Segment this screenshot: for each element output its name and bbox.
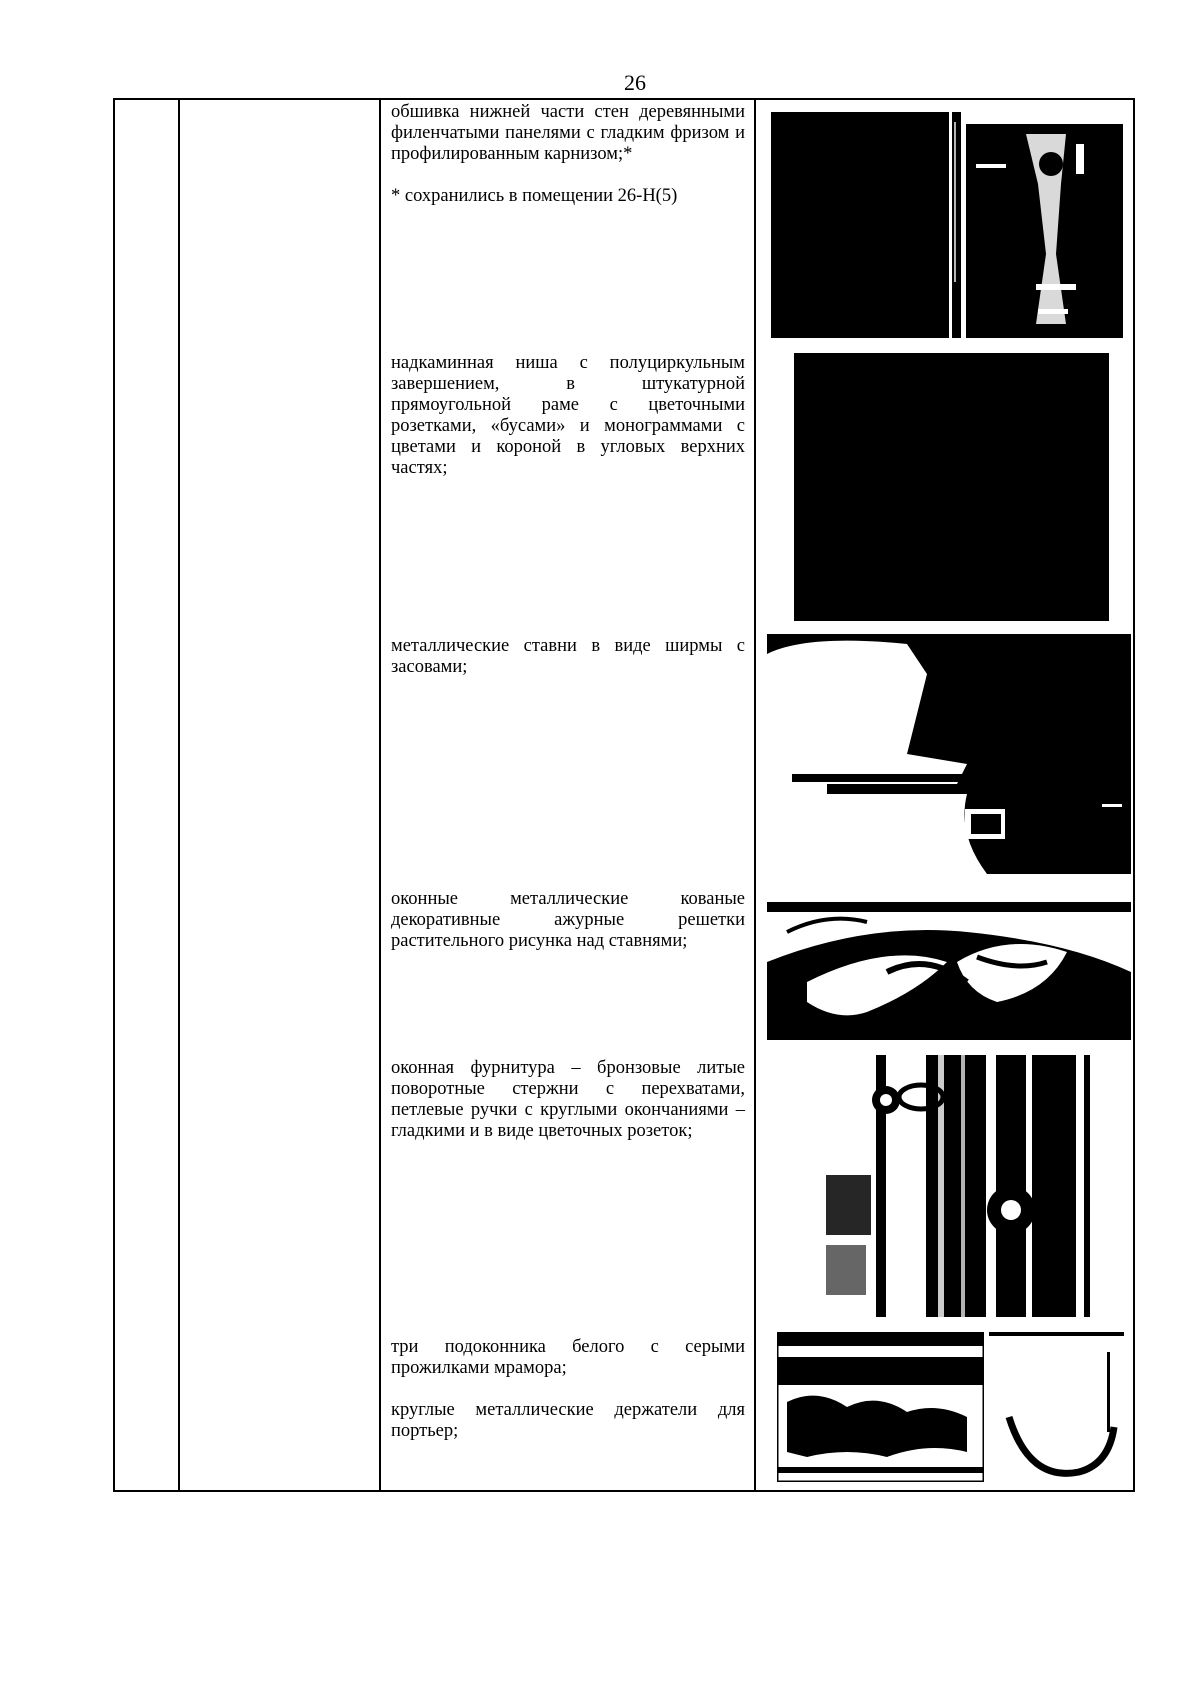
fireplace-niche-photo [794, 353, 1109, 621]
item-fireplace-niche [391, 353, 745, 479]
item-description: круглые металлические держатели для портьер; [391, 1400, 745, 1441]
metal-shutters-photo [767, 634, 1131, 874]
column-divider [379, 100, 381, 1490]
item-description: надкаминная ниша с полуциркульным завершением, в штукатурной прямоугольной раме с цветочными розетками, «бусами» и монограммами с цветами и короной в угловых верхних частях; [391, 353, 745, 478]
page-number: 26 [624, 70, 646, 95]
monument-elements-table [113, 98, 1135, 1492]
item-footnote: * сохранились в помещении 26-Н(5) [391, 186, 678, 206]
item-description: три подоконника белого с серыми прожилками мрамора; [391, 1337, 745, 1378]
window-grille-photo [767, 902, 1131, 1040]
item-description: оконные металлические кованые декоративные ажурные решетки растительного рисунка над ставнями; [391, 889, 745, 951]
window-hardware-photo [826, 1055, 1090, 1317]
column-divider [754, 100, 756, 1490]
item-metal-shutters [391, 636, 745, 678]
curtain-holder-photo [989, 1332, 1124, 1482]
wood-panel-wall-photo [771, 102, 961, 338]
item-window-grilles [391, 889, 745, 952]
item-description: металлические ставни в виде ширмы с засовами; [391, 636, 745, 677]
item-marble-sills-and-curtain-holders [391, 1337, 745, 1442]
item-description: обшивка нижней части стен деревянными филенчатыми панелями с гладким фризом и профилированным карнизом;* [391, 102, 745, 164]
marble-sill-photo [777, 1332, 984, 1482]
item-wood-paneling [391, 102, 745, 207]
column-divider [178, 100, 180, 1490]
item-window-hardware [391, 1058, 745, 1142]
wood-panel-detail-photo [966, 124, 1123, 338]
item-description: оконная фурнитура – бронзовые литые поворотные стержни с перехватами, петлевые ручки с круглыми окончаниями – гладкими и в виде цветочных розеток; [391, 1058, 745, 1141]
